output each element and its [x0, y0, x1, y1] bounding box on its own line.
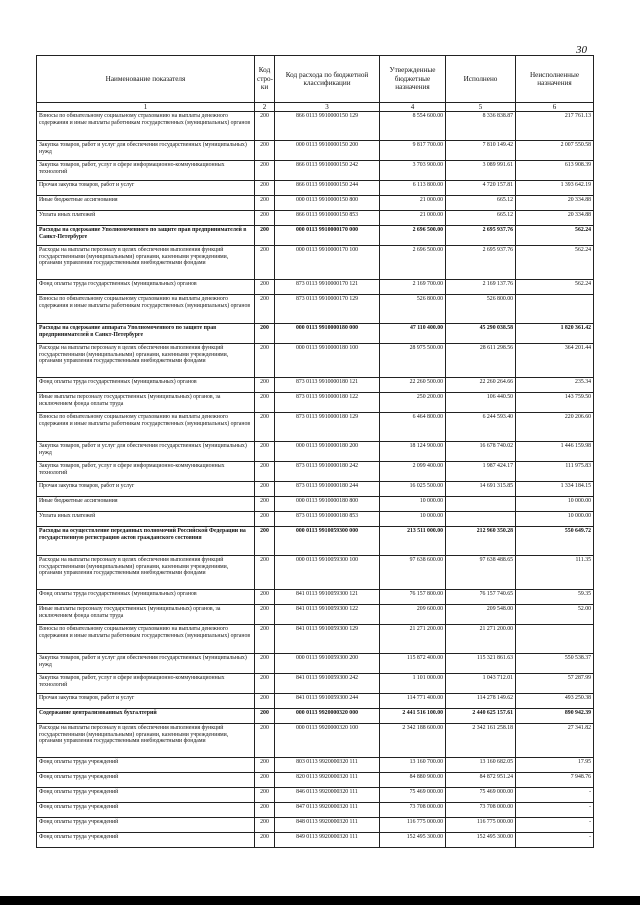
table-body — [37, 112, 594, 848]
row-name: Взносы по обязательному социальному страхованию на выплаты денежного содержания и иные выплаты работникам государственных (муниципальных) органов — [37, 112, 255, 141]
row-name: Закупка товаров, работ и услуг для обеспечения государственных (муниципальных) нужд — [37, 141, 255, 161]
row-line-code: 200 — [255, 654, 275, 674]
row-executed: 76 157 740.65 — [446, 590, 516, 605]
row-executed: 6 244 593.40 — [446, 413, 516, 442]
table-row — [37, 442, 594, 462]
row-line-code: 200 — [255, 181, 275, 196]
row-classification-code: 803 0113 9920000320 111 — [275, 758, 380, 773]
row-name: Взносы по обязательному социальному страхованию на выплаты денежного содержания и иные выплаты работникам государственных (муниципальных) органов — [37, 413, 255, 442]
table-row — [37, 674, 594, 694]
table-row — [37, 393, 594, 413]
row-executed: 152 495 300.00 — [446, 833, 516, 848]
row-approved: 2 169 700.00 — [380, 280, 446, 295]
row-line-code: 200 — [255, 512, 275, 527]
row-line-code: 200 — [255, 211, 275, 226]
row-approved: 84 880 900.00 — [380, 773, 446, 788]
budget-execution-table — [36, 55, 594, 848]
column-number: 1 — [37, 103, 255, 112]
row-classification-code: 841 0113 9910059300 122 — [275, 605, 380, 625]
row-classification-code: 873 0113 9910000180 244 — [275, 482, 380, 497]
row-approved: 213 511 000.00 — [380, 527, 446, 556]
table-row — [37, 818, 594, 833]
row-executed: 2 695 937.76 — [446, 246, 516, 280]
row-approved: 9 817 700.00 — [380, 141, 446, 161]
row-approved: 250 200.00 — [380, 393, 446, 413]
row-line-code: 200 — [255, 758, 275, 773]
row-unexecuted: 10 000.00 — [516, 497, 594, 512]
row-executed: 106 440.50 — [446, 393, 516, 413]
row-name: Прочая закупка товаров, работ и услуг — [37, 482, 255, 497]
row-line-code: 200 — [255, 413, 275, 442]
row-unexecuted: 10 000.00 — [516, 512, 594, 527]
row-unexecuted: 1 820 361.42 — [516, 324, 594, 344]
row-executed: 84 872 951.24 — [446, 773, 516, 788]
row-name: Уплата иных платежей — [37, 512, 255, 527]
row-unexecuted: 7 948.76 — [516, 773, 594, 788]
row-line-code: 200 — [255, 442, 275, 462]
row-unexecuted: 27 341.82 — [516, 724, 594, 758]
row-unexecuted: 220 206.60 — [516, 413, 594, 442]
table-row — [37, 590, 594, 605]
row-name: Фонд оплаты труда государственных (муниципальных) органов — [37, 378, 255, 393]
page-number: 30 — [576, 44, 587, 56]
table-row — [37, 211, 594, 226]
row-line-code: 200 — [255, 556, 275, 590]
row-executed: 665.12 — [446, 211, 516, 226]
row-classification-code: 846 0113 9920000320 111 — [275, 788, 380, 803]
table-row — [37, 724, 594, 758]
row-unexecuted: 143 759.50 — [516, 393, 594, 413]
row-unexecuted: 562.24 — [516, 280, 594, 295]
table-row — [37, 803, 594, 818]
table-row — [37, 226, 594, 246]
row-line-code: 200 — [255, 590, 275, 605]
row-name: Взносы по обязательному социальному страхованию на выплаты денежного содержания и иные выплаты работникам государственных (муниципальных) органов — [37, 625, 255, 654]
row-line-code: 200 — [255, 161, 275, 181]
table-row — [37, 196, 594, 211]
row-line-code: 200 — [255, 482, 275, 497]
table-row — [37, 605, 594, 625]
row-executed: 1 987 424.17 — [446, 462, 516, 482]
row-executed: 116 775 000.00 — [446, 818, 516, 833]
row-unexecuted: 59.35 — [516, 590, 594, 605]
row-name: Иные выплаты персоналу государственных (муниципальных) органов, за исключением фонда оплаты труда — [37, 393, 255, 413]
row-approved: 1 101 000.00 — [380, 674, 446, 694]
row-classification-code: 000 0113 9910000150 800 — [275, 196, 380, 211]
row-unexecuted: 613 908.39 — [516, 161, 594, 181]
table-row — [37, 625, 594, 654]
row-executed: 3 089 991.61 — [446, 161, 516, 181]
row-approved: 16 025 500.00 — [380, 482, 446, 497]
header-line-code: Код стро-ки — [255, 56, 275, 103]
table-row — [37, 527, 594, 556]
row-classification-code: 000 0113 9920000320 100 — [275, 724, 380, 758]
table-header-row — [37, 56, 594, 103]
row-classification-code: 000 0113 9910000180 100 — [275, 344, 380, 378]
row-line-code: 200 — [255, 709, 275, 724]
row-classification-code: 847 0113 9920000320 111 — [275, 803, 380, 818]
row-classification-code: 841 0113 9910059300 121 — [275, 590, 380, 605]
row-classification-code: 873 0113 9910000170 129 — [275, 295, 380, 324]
row-executed: 75 469 000.00 — [446, 788, 516, 803]
row-unexecuted: 111.35 — [516, 556, 594, 590]
row-name: Закупка товаров, работ и услуг для обеспечения государственных (муниципальных) нужд — [37, 442, 255, 462]
row-executed — [446, 512, 516, 527]
row-unexecuted: 20 334.88 — [516, 211, 594, 226]
row-classification-code: 000 0113 9910059300 200 — [275, 654, 380, 674]
row-name: Фонд оплаты труда учреждений — [37, 773, 255, 788]
row-name: Расходы на содержание Уполномоченного по защите прав предпринимателей в Санкт-Петербурге — [37, 226, 255, 246]
row-unexecuted: - — [516, 788, 594, 803]
row-approved: 13 160 700.00 — [380, 758, 446, 773]
row-name: Уплата иных платежей — [37, 211, 255, 226]
row-classification-code: 873 0113 9910000180 121 — [275, 378, 380, 393]
row-approved: 2 342 188 600.00 — [380, 724, 446, 758]
row-executed: 28 611 298.56 — [446, 344, 516, 378]
row-line-code: 200 — [255, 803, 275, 818]
row-approved: 22 260 500.00 — [380, 378, 446, 393]
row-line-code: 200 — [255, 226, 275, 246]
row-unexecuted: 52.00 — [516, 605, 594, 625]
row-name: Фонд оплаты труда государственных (муниципальных) органов — [37, 280, 255, 295]
row-unexecuted: 550 538.37 — [516, 654, 594, 674]
row-name: Закупка товаров, работ, услуг в сфере информационно-коммуникационных технологий — [37, 674, 255, 694]
row-classification-code: 866 0113 9910000150 129 — [275, 112, 380, 141]
row-line-code: 200 — [255, 324, 275, 344]
row-name: Прочая закупка товаров, работ и услуг — [37, 694, 255, 709]
row-line-code: 200 — [255, 833, 275, 848]
row-classification-code: 866 0113 9910000150 244 — [275, 181, 380, 196]
table-row — [37, 482, 594, 497]
row-approved: 526 800.00 — [380, 295, 446, 324]
row-name: Иные бюджетные ассигнования — [37, 497, 255, 512]
row-approved: 28 975 500.00 — [380, 344, 446, 378]
row-approved: 2 099 400.00 — [380, 462, 446, 482]
row-name: Фонд оплаты труда учреждений — [37, 818, 255, 833]
row-executed: 2 695 937.76 — [446, 226, 516, 246]
row-classification-code: 820 0113 9920000320 111 — [275, 773, 380, 788]
row-executed: 45 290 038.58 — [446, 324, 516, 344]
header-approved: Утвержденные бюджетные назначения — [380, 56, 446, 103]
table-row — [37, 324, 594, 344]
row-name: Закупка товаров, работ, услуг в сфере информационно-коммуникационных технологий — [37, 462, 255, 482]
row-approved: 21 000.00 — [380, 211, 446, 226]
table-row — [37, 280, 594, 295]
row-approved: 10 000.00 — [380, 512, 446, 527]
header-executed: Исполнено — [446, 56, 516, 103]
row-approved: 10 000.00 — [380, 497, 446, 512]
row-executed: 209 548.00 — [446, 605, 516, 625]
row-name: Фонд оплаты труда учреждений — [37, 788, 255, 803]
table-row — [37, 246, 594, 280]
table-row — [37, 112, 594, 141]
row-executed — [446, 497, 516, 512]
row-classification-code: 000 0113 9910000170 100 — [275, 246, 380, 280]
row-unexecuted: 1 393 642.19 — [516, 181, 594, 196]
row-unexecuted: - — [516, 803, 594, 818]
row-name: Закупка товаров, работ и услуг для обеспечения государственных (муниципальных) нужд — [37, 654, 255, 674]
row-line-code: 200 — [255, 527, 275, 556]
row-classification-code: 000 0113 9910000170 000 — [275, 226, 380, 246]
table-row — [37, 497, 594, 512]
row-executed: 21 271 200.00 — [446, 625, 516, 654]
row-executed: 4 720 157.81 — [446, 181, 516, 196]
table-row — [37, 654, 594, 674]
row-classification-code: 866 0113 9910000150 853 — [275, 211, 380, 226]
row-approved: 76 157 800.00 — [380, 590, 446, 605]
row-line-code: 200 — [255, 625, 275, 654]
column-number: 3 — [275, 103, 380, 112]
table-row — [37, 512, 594, 527]
row-approved: 21 000.00 — [380, 196, 446, 211]
row-line-code: 200 — [255, 295, 275, 324]
row-line-code: 200 — [255, 141, 275, 161]
row-unexecuted: 562.24 — [516, 226, 594, 246]
row-unexecuted: - — [516, 833, 594, 848]
row-line-code: 200 — [255, 344, 275, 378]
row-unexecuted: 111 975.83 — [516, 462, 594, 482]
row-executed: 13 160 682.05 — [446, 758, 516, 773]
row-executed: 2 342 161 258.18 — [446, 724, 516, 758]
row-classification-code: 841 0113 9910059300 244 — [275, 694, 380, 709]
column-number: 6 — [516, 103, 594, 112]
column-number: 2 — [255, 103, 275, 112]
row-executed: 8 336 838.87 — [446, 112, 516, 141]
row-line-code: 200 — [255, 246, 275, 280]
row-name: Фонд оплаты труда учреждений — [37, 803, 255, 818]
row-line-code: 200 — [255, 393, 275, 413]
row-approved: 18 124 900.00 — [380, 442, 446, 462]
row-approved: 2 441 516 100.00 — [380, 709, 446, 724]
row-classification-code: 841 0113 9910059300 129 — [275, 625, 380, 654]
table-row — [37, 413, 594, 442]
table-row — [37, 694, 594, 709]
table-row — [37, 295, 594, 324]
row-unexecuted: 20 334.88 — [516, 196, 594, 211]
row-approved: 2 696 500.00 — [380, 246, 446, 280]
row-line-code: 200 — [255, 196, 275, 211]
row-unexecuted: 550 649.72 — [516, 527, 594, 556]
row-name: Расходы на выплаты персоналу в целях обеспечения выполнения функций государственными (муниципальными) органами, казенными учреждениями, органами управления государственными внебюджетными фондами — [37, 724, 255, 758]
row-approved: 116 775 000.00 — [380, 818, 446, 833]
row-classification-code: 000 0113 9910000180 000 — [275, 324, 380, 344]
row-unexecuted: 890 942.39 — [516, 709, 594, 724]
scan-border — [0, 896, 640, 905]
row-name: Фонд оплаты труда учреждений — [37, 758, 255, 773]
table-row — [37, 378, 594, 393]
row-classification-code: 873 0113 9910000180 853 — [275, 512, 380, 527]
table-row — [37, 141, 594, 161]
row-approved: 114 771 400.00 — [380, 694, 446, 709]
table-row — [37, 462, 594, 482]
row-executed: 16 678 740.02 — [446, 442, 516, 462]
row-approved: 152 495 300.00 — [380, 833, 446, 848]
row-executed: 526 800.00 — [446, 295, 516, 324]
row-classification-code: 000 0113 9910059300 000 — [275, 527, 380, 556]
row-approved: 73 708 000.00 — [380, 803, 446, 818]
row-approved: 8 554 600.00 — [380, 112, 446, 141]
row-unexecuted — [516, 295, 594, 324]
row-line-code: 200 — [255, 694, 275, 709]
table-row — [37, 344, 594, 378]
row-line-code: 200 — [255, 724, 275, 758]
table-row — [37, 758, 594, 773]
table-row — [37, 788, 594, 803]
row-executed: 2 440 625 157.61 — [446, 709, 516, 724]
row-line-code: 200 — [255, 462, 275, 482]
column-number: 5 — [446, 103, 516, 112]
row-executed: 665.12 — [446, 196, 516, 211]
row-approved: 209 600.00 — [380, 605, 446, 625]
column-number: 4 — [380, 103, 446, 112]
row-name: Расходы на осуществление переданных полномочий Российской Федерации на государственную регистрацию актов гражданского состояния — [37, 527, 255, 556]
table-row — [37, 161, 594, 181]
table-row — [37, 181, 594, 196]
row-classification-code: 000 0113 9910059300 100 — [275, 556, 380, 590]
row-name: Расходы на выплаты персоналу в целях обеспечения выполнения функций государственными (муниципальными) органами, казенными учреждениями, органами управления государственными внебюджетными фондами — [37, 246, 255, 280]
row-line-code: 200 — [255, 818, 275, 833]
row-line-code: 200 — [255, 674, 275, 694]
row-line-code: 200 — [255, 788, 275, 803]
table-row — [37, 709, 594, 724]
row-unexecuted: 17.95 — [516, 758, 594, 773]
row-line-code: 200 — [255, 378, 275, 393]
row-line-code: 200 — [255, 280, 275, 295]
row-approved: 115 872 400.00 — [380, 654, 446, 674]
row-unexecuted: 217 761.13 — [516, 112, 594, 141]
row-name: Расходы на содержание аппарата Уполномоченного по защите прав предпринимателей в Санкт-Петербурге — [37, 324, 255, 344]
row-name: Фонд оплаты труда учреждений — [37, 833, 255, 848]
header-classification-code: Код расхода по бюджетной классификации — [275, 56, 380, 103]
row-unexecuted: 1 334 184.15 — [516, 482, 594, 497]
row-approved: 6 113 800.00 — [380, 181, 446, 196]
row-approved: 97 638 600.00 — [380, 556, 446, 590]
row-unexecuted: 364 201.44 — [516, 344, 594, 378]
row-classification-code: 849 0113 9920000320 111 — [275, 833, 380, 848]
row-unexecuted: 562.24 — [516, 246, 594, 280]
row-unexecuted: 2 007 550.58 — [516, 141, 594, 161]
row-executed: 97 638 488.65 — [446, 556, 516, 590]
row-executed: 115 321 861.63 — [446, 654, 516, 674]
header-name: Наименование показателя — [37, 56, 255, 103]
row-name: Прочая закупка товаров, работ и услуг — [37, 181, 255, 196]
row-approved: 3 703 900.00 — [380, 161, 446, 181]
row-line-code: 200 — [255, 773, 275, 788]
table-row — [37, 556, 594, 590]
row-unexecuted: 235.34 — [516, 378, 594, 393]
row-classification-code: 873 0113 9910000170 121 — [275, 280, 380, 295]
row-approved: 47 110 400.00 — [380, 324, 446, 344]
row-name: Иные бюджетные ассигнования — [37, 196, 255, 211]
row-unexecuted — [516, 625, 594, 654]
row-unexecuted: 1 446 159.98 — [516, 442, 594, 462]
row-classification-code: 873 0113 9910000180 242 — [275, 462, 380, 482]
row-name: Фонд оплаты труда государственных (муниципальных) органов — [37, 590, 255, 605]
row-approved: 6 464 800.00 — [380, 413, 446, 442]
row-unexecuted: 493 250.38 — [516, 694, 594, 709]
row-name: Содержание централизованных бухгалтерий — [37, 709, 255, 724]
row-line-code: 200 — [255, 497, 275, 512]
row-name: Расходы на выплаты персоналу в целях обеспечения выполнения функций государственными (муниципальными) органами, казенными учреждениями, органами управления государственными внебюджетными фондами — [37, 344, 255, 378]
row-line-code: 200 — [255, 605, 275, 625]
row-executed: 73 708 000.00 — [446, 803, 516, 818]
row-classification-code: 873 0113 9910000180 122 — [275, 393, 380, 413]
row-unexecuted: - — [516, 818, 594, 833]
row-executed: 212 960 350.28 — [446, 527, 516, 556]
row-executed: 114 278 149.62 — [446, 694, 516, 709]
table-row — [37, 773, 594, 788]
row-executed: 2 169 137.76 — [446, 280, 516, 295]
row-classification-code: 848 0113 9920000320 111 — [275, 818, 380, 833]
row-unexecuted: 57 287.99 — [516, 674, 594, 694]
row-approved: 2 696 500.00 — [380, 226, 446, 246]
row-classification-code: 000 0113 9920000320 000 — [275, 709, 380, 724]
row-executed: 1 043 712.01 — [446, 674, 516, 694]
row-classification-code: 866 0113 9910000150 242 — [275, 161, 380, 181]
row-classification-code: 000 0113 9910000180 800 — [275, 497, 380, 512]
row-name: Расходы на выплаты персоналу в целях обеспечения выполнения функций государственными (муниципальными) органами, казенными учреждениями, органами управления государственными внебюджетными фондами — [37, 556, 255, 590]
row-classification-code: 841 0113 9910059300 242 — [275, 674, 380, 694]
table-row — [37, 833, 594, 848]
row-name: Взносы по обязательному социальному страхованию на выплаты денежного содержания и иные выплаты работникам государственных (муниципальных) органов — [37, 295, 255, 324]
row-name: Закупка товаров, работ, услуг в сфере информационно-коммуникационных технологий — [37, 161, 255, 181]
row-approved: 21 271 200.00 — [380, 625, 446, 654]
row-executed: 14 691 315.85 — [446, 482, 516, 497]
row-classification-code: 000 0113 9910000180 200 — [275, 442, 380, 462]
row-executed: 7 810 149.42 — [446, 141, 516, 161]
row-classification-code: 000 0113 9910000150 200 — [275, 141, 380, 161]
row-name: Иные выплаты персоналу государственных (муниципальных) органов, за исключением фонда оплаты труда — [37, 605, 255, 625]
row-executed: 22 260 264.66 — [446, 378, 516, 393]
row-classification-code: 873 0113 9910000180 129 — [275, 413, 380, 442]
row-line-code: 200 — [255, 112, 275, 141]
column-number-row — [37, 103, 594, 112]
header-unexecuted: Неисполненные назначения — [516, 56, 594, 103]
row-approved: 75 469 000.00 — [380, 788, 446, 803]
